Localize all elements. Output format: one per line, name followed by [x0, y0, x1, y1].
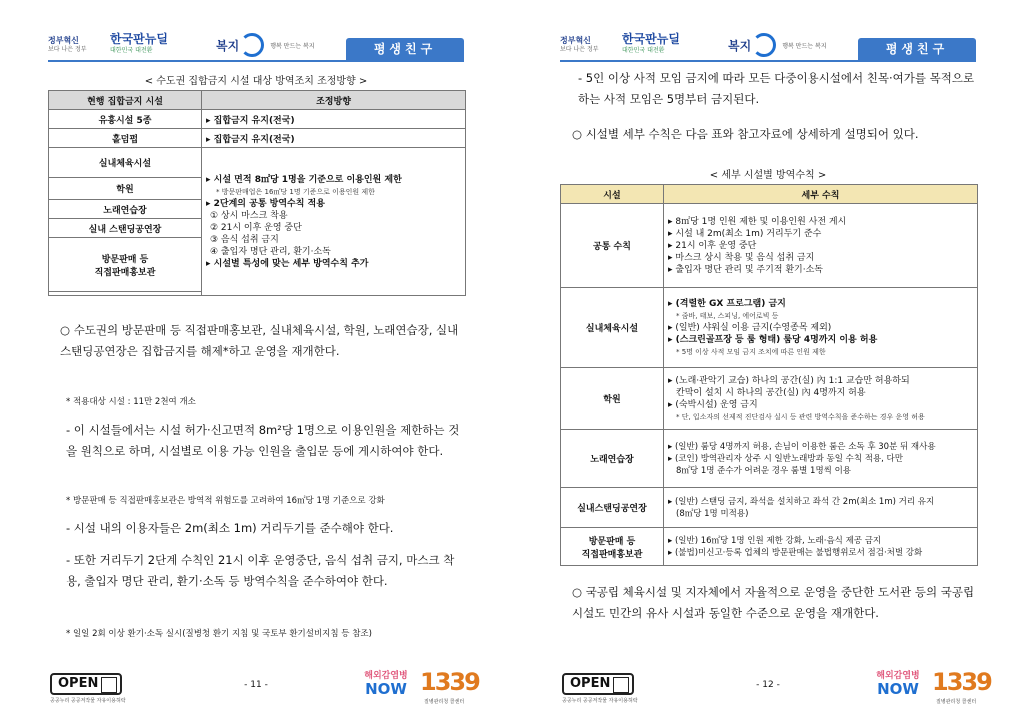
paragraph: - 이 시설들에서는 시설 허가·신고면적 8m²당 1명으로 이용인원을 제한하는 것을 원칙으로 하며, 시설별로 이용 가능 인원을 출입문 등에 게시하여야 한다.: [66, 423, 460, 458]
direction-cell: ▸ 집합금지 유지(전국): [202, 110, 466, 129]
rule-line: 칸막이 설치 시 하나의 공간(실) 內 4명까지 허용: [676, 387, 866, 398]
paragraph: ○ 수도권의 방문판매 등 직접판매홍보관, 실내체육시설, 학원, 노래연습장, 실내 스탠딩공연장은 집합금지를 해제*하고 운영을 재개한다.: [60, 323, 459, 358]
rule-line: ▸ (일반) 룸당 4명까지 허용, 손님이 이용한 룸은 소독 후 30분 뒤 재사용: [668, 441, 936, 452]
campaign-logo: 해외감염병 NOW: [876, 671, 920, 698]
header-divider: [560, 60, 976, 62]
gov-innovation-logo: 정부혁신 보다 나은 정부: [560, 36, 599, 53]
rule-line: ▸ (격렬한 GX 프로그램) 금지: [668, 298, 786, 309]
rule-line: ▸ (일반) 16㎡당 1명 인원 제한 강화, 노래·음식 제공 금지: [668, 535, 882, 546]
rule-line: (8㎡당 1명 미적용): [676, 508, 749, 519]
rule-note: * 5명 이상 사적 모임 금지 조치에 따른 인원 제한: [676, 347, 826, 356]
direction-line: ① 상시 마스크 착용: [210, 210, 288, 221]
rule-line: ▸ (노래·관악기 교습) 하나의 공간(실) 內 1:1 교습만 허용하되: [668, 375, 910, 386]
newdeal-logo: 한국판뉴딜 대한민국 대전환: [110, 32, 168, 54]
rule-line: ▸ (스크린골프장 등 룸 형태) 룸당 4명까지 이용 허용: [668, 334, 878, 345]
facility-cell: 실내체육시설: [561, 288, 664, 368]
paragraph: - 5인 이상 사적 모임 금지에 따라 모든 다중이용시설에서 친목·여가를 목적으로 하는 사적 모임은 5명부터 금지된다.: [578, 71, 975, 106]
rule-line: ▸ (숙박시설) 운영 금지: [668, 399, 758, 410]
gov-innovation-logo: 정부혁신 보다 나은 정부: [48, 36, 87, 53]
paragraph: - 시설 내의 이용자들은 2m(최소 1m) 거리두기를 준수해야 한다.: [66, 521, 394, 535]
campaign-logo: 해외감염병 NOW: [364, 671, 408, 698]
hotline-caption: 질병관리청 콜센터: [936, 699, 977, 705]
hotline-caption: 질병관리청 콜센터: [424, 699, 465, 705]
column-header: 세부 수칙: [664, 185, 978, 204]
lifelong-friend-tab: 평생친구: [346, 38, 464, 60]
column-header: 조정방향: [202, 91, 466, 110]
direction-cell-merged: [202, 148, 466, 296]
rule-line: ▸ (코인) 방역관리자 상주 시 일반노래방과 동일 수칙 적용, 다만: [668, 453, 903, 464]
rule-line: ▸ 출입자 명단 관리 및 주기적 환기·소독: [668, 264, 823, 275]
kogl-open-logo: OPEN: [562, 673, 634, 695]
rule-line: ▸ (불법)미신고·등록 업체의 방문판매는 불법행위로서 점검·처벌 강화: [668, 547, 923, 558]
header-logos: [560, 28, 827, 62]
lifelong-friend-tab: 평생친구: [858, 38, 976, 60]
facility-cell: 실내 스탠딩공연장: [49, 219, 202, 238]
column-header: 현행 집합금지 시설: [49, 91, 202, 110]
rule-line: ▸ 시설 내 2m(최소 1m) 거리두기 준수: [668, 228, 822, 239]
facility-cell: 노래연습장: [49, 200, 202, 219]
direction-line: ▸ 시설별 특성에 맞는 세부 방역수칙 추가: [206, 258, 369, 269]
header-logos: [48, 28, 315, 62]
table-caption: < 세부 시설별 방역수칙 >: [709, 170, 827, 181]
facility-cell: 홀덤펍: [49, 129, 202, 148]
paragraph: - 또한 거리두기 2단계 수칙인 21시 이후 운영중단, 음식 섭취 금지, 마스크 착용, 출입자 명단 관리, 환기·소독 등 방역수칙을 준수하여야 한다.: [66, 553, 455, 588]
rule-note: * 단, 입소자의 선제적 진단검사 실시 등 관련 방역수칙을 준수하는 경우 운영 허용: [676, 412, 925, 421]
rule-line: 8㎡당 1명 준수가 어려운 경우 룸별 1명씩 이용: [676, 465, 852, 476]
hotline-logo: 1339: [420, 668, 479, 696]
direction-line: ④ 출입자 명단 관리, 환기·소독: [210, 246, 331, 257]
rule-line: ▸ 8㎡당 1명 인원 제한 및 이용인원 사전 게시: [668, 216, 847, 227]
facility-cell: 방문판매 등 직접판매홍보관: [561, 528, 664, 566]
rule-line: ▸ (일반) 샤워실 이용 금지(수영종목 제외): [668, 322, 832, 333]
direction-line: ② 21시 이후 운영 중단: [210, 222, 302, 233]
hotline-logo: 1339: [932, 668, 991, 696]
direction-line: ▸ 2단계의 공통 방역수칙 적용: [206, 198, 325, 209]
rule-line: ▸ 21시 이후 운영 중단: [668, 240, 757, 251]
direction-line: ③ 음식 섭취 금지: [210, 234, 279, 245]
rule-line: ▸ 마스크 상시 착용 및 음식 섭취 금지: [668, 252, 815, 263]
kogl-open-caption: 공공누리 공공저작물 자유이용허락: [562, 698, 638, 704]
direction-line: ▸ 시설 면적 8㎡당 1명을 기준으로 이용인원 제한: [206, 174, 402, 185]
kogl-open-caption: 공공누리 공공저작물 자유이용허락: [50, 698, 126, 704]
page-number: - 12 -: [756, 680, 780, 690]
footnote: * 일일 2회 이상 환기·소독 실시(질병청 환기 지침 및 국토부 환기설비지침 등 참조): [66, 629, 372, 639]
column-header: 시설: [561, 185, 664, 204]
direction-cell: ▸ 집합금지 유지(전국): [202, 129, 466, 148]
paragraph: ○ 국공립 체육시설 및 지자체에서 자율적으로 운영을 중단한 도서관 등의 국공립시설도 민간의 유사 시설과 동일한 수준으로 운영을 재개한다.: [572, 585, 975, 620]
facility-cell: 방문판매 등 직접판매홍보관: [49, 238, 202, 292]
facility-cell: 학원: [561, 368, 664, 430]
rule-note: * 줌바, 태보, 스피닝, 에어로빅 등: [676, 311, 779, 320]
table-caption: < 수도권 집합금지 시설 대상 방역조치 조정방향 >: [144, 76, 368, 87]
footnote: * 적용대상 시설 : 11만 2천여 개소: [66, 397, 196, 407]
paragraph: ○ 시설별 세부 수칙은 다음 표와 참고자료에 상세하게 설명되어 있다.: [572, 127, 919, 141]
rule-line: ▸ (일반) 스탠딩 금지, 좌석을 설치하고 좌석 간 2m(최소 1m) 거리 유지: [668, 496, 935, 507]
facility-cell: 실내스탠딩공연장: [561, 488, 664, 528]
facility-cell: 유흥시설 5종: [49, 110, 202, 129]
facility-cell: 노래연습장: [561, 430, 664, 488]
footnote: * 방문판매 등 직접판매홍보관은 방역적 위험도를 고려하여 16㎡당 1명 기준으로 강화: [66, 496, 385, 506]
measures-table: [48, 90, 466, 296]
newdeal-logo: 한국판뉴딜 대한민국 대전환: [622, 32, 680, 54]
kogl-open-logo: OPEN: [50, 673, 122, 695]
bokji-logo: 복지 행복 만드는 복지: [728, 33, 827, 57]
direction-note: * 방문판매업은 16㎡당 1명 기준으로 이용인원 제한: [216, 187, 375, 196]
facility-cell: 공통 수칙: [561, 204, 664, 288]
detail-rules-table: [560, 184, 978, 566]
header-divider: [48, 60, 464, 62]
page-number: - 11 -: [244, 680, 268, 690]
facility-cell: 학원: [49, 178, 202, 200]
facility-cell: 실내체육시설: [49, 148, 202, 178]
page-right: [512, 0, 1024, 725]
bokji-logo: 복지 행복 만드는 복지: [216, 33, 315, 57]
